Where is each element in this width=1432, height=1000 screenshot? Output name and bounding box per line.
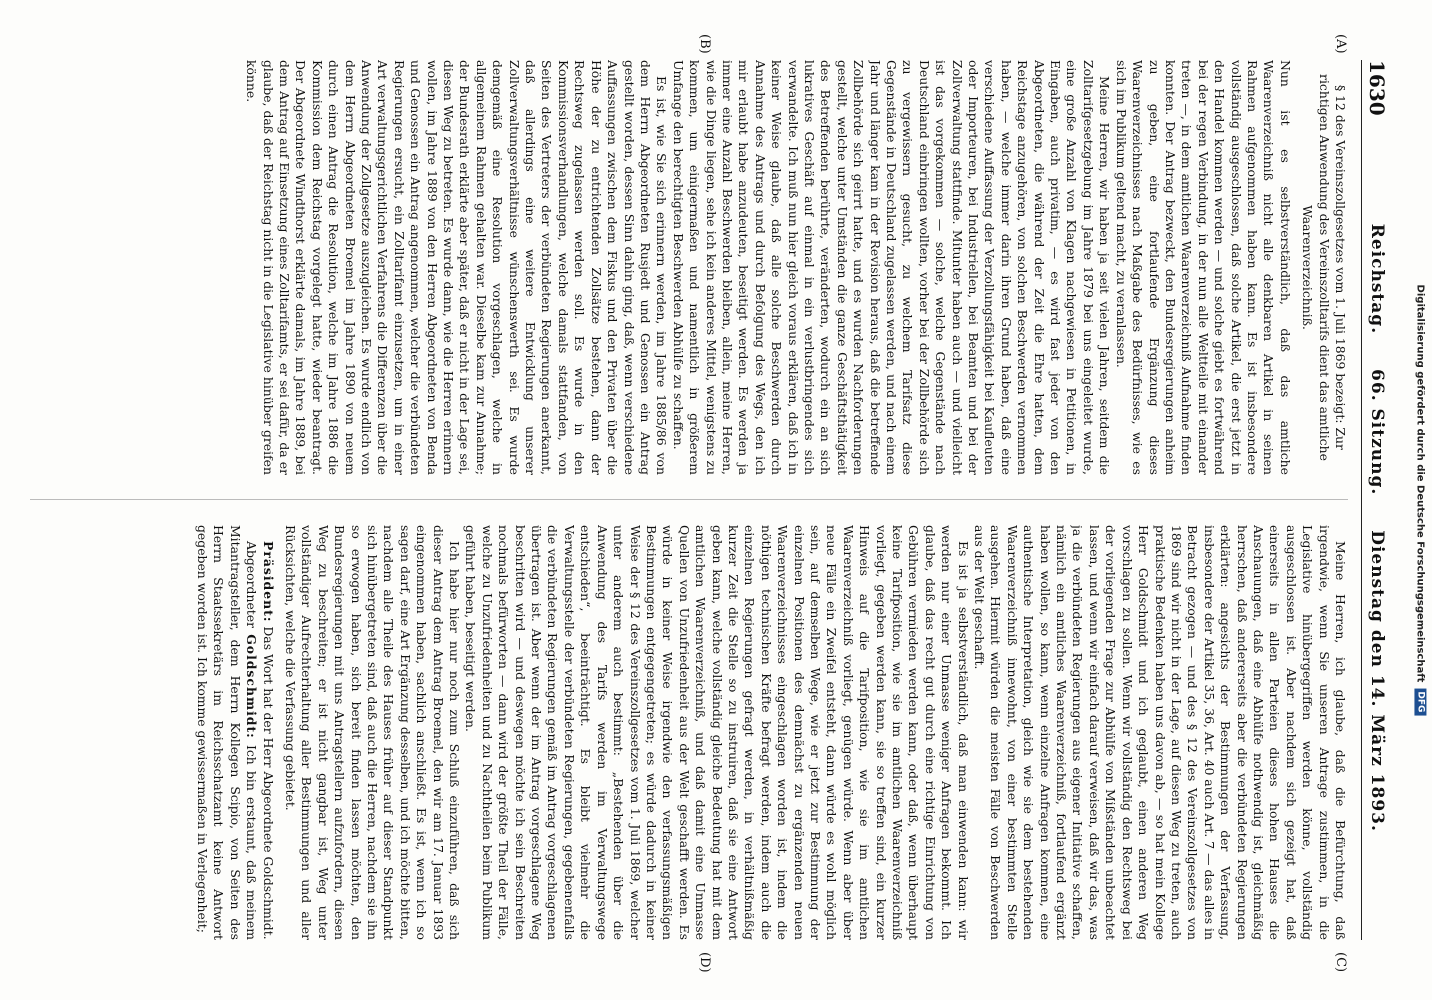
margin-marker-c: (C) [1333, 952, 1348, 973]
goldschmidt-text: Ich bin erstaunt, daß meinem Mitantragsteller, dem Herrn Kollegen Scipio, von Seiten des Herrn Staatssekretärs im Reichsschatzamt keine Antwort gegeben worden ist. Ich komme gewissermaßen in Verlegenheit; [194, 525, 260, 940]
margin-marker-d: (D) [697, 952, 712, 973]
president-speaker: Präsident: [260, 541, 276, 623]
margin-marker-b: (B) [697, 34, 712, 54]
left-column [30, 60, 1348, 475]
header-session: 66. Sitzung. [1367, 369, 1387, 496]
goldschmidt-intro: Abgeordneter [244, 541, 260, 629]
column-divider [30, 499, 1348, 500]
dfg-banner [1409, 0, 1431, 1000]
left-paragraph-3: Es ist, wie Sie sich erinnern werden, im Jahre 1885/86 von dem Herrn Abgeordneten Rusjedt und Genossen ein Antrag gestellt worden, dessen Sinn dahin ging, daß, wenn verschiedene Auffassungen zwischen dem Fiskus und den Privaten über die Höhe der zu entrichtenden Zollsätze bestehen, dann der Rechtsweg zugelassen werden soll. Es wurde in den Kommissionsverhandlungen, welche damals stattfanden, von Seiten des Vertreters der verbündeten Regierungen anerkannt, daß allerdings eine weitere Entwicklung unserer Zollverwaltungsverhältnisse wünschenswerth sei. Es wurde demgemäß eine Resolution vorgeschlagen, welche in allgemeinem Rahmen gehalten war. Dieselbe kam zur Annahme; der Bundesrath erklärte aber später, daß er nicht in der Lage sei, diesen Weg zu betreten. Es wurde dann, wie die Herren erinnern wollen, im Jahre 1889 von den Herren Abgeordneten von Benda und Genossen ein Antrag angenommen, welcher die verbündeten Regierungen ersucht, ein Zolltarifamt einzusetzen, um in einer Art verwaltungsgerichtlichen Verfahrens die Differenzen über die Anwendung der Zollgesetze auszugleichen. Es wurde endlich von dem Herrn Abgeordneten Broemel im Jahre 1890 von neuem durch einen Antrag die Resolution, welche im Jahre 1886 die Kommission dem Reichstag vorgelegt hatte, wieder beantragt. Der Abgeordnete Windthorst erklärte damals, im Jahre 1889, bei dem Antrag auf Einsetzung eines Zolltarifamts, er sei dafür, da er glaube, daß der Reichstag nicht in die Legislative hinüber greifen könne. [244, 60, 670, 475]
left-heading: § 12 des Vereinszollgesetzes vom 1. Juli 1869 bezeigt: Zur richtigen Anwendung des Vereinszolltarifs dient das amtliche Waarenverzeichniß. [1300, 74, 1348, 461]
right-paragraph-1: Meine Herren, ich glaube, daß die Befürchtung, daß irgendwie, wenn Sie unseren Antrage zustimmen, in die Legislative hinübergegriffen werden könne, vollständig ausgeschlossen ist. Aber nachdem sich gezeigt hat, daß einerseits in allen Parteien dieses hohen Hauses die Anschauungen, daß eine Abhülfe nothwendig ist, gleichmäßig herrschen, daß andererseits aber die verbündeten Regierungen erklärten: angesichts der Bestimmungen der Verfassung, insbesondere der Artikel 35, 36, Art. 40 auch Art. 7 — das alles in Betracht gezogen — und des § 12 des Vereinszollgesetzes von 1869 sind wir nicht in der Lage, auf diesen Weg zu treten, auch praktische Bedenken haben uns davon ab, — so hat mein Kollege Herr Goldschmidt und ich geglaubt, einen anderen Weg vorschlagen zu sollen. Wenn wir vollständig den Rechtsweg bei der vorliegenden Frage zur Abhülfe von Mißständen unbeachtet lassen, und wenn wir einfach darauf verweisen, daß wir das, was ja die verbündeten Regierungen aus eigener Initiative schaffen, nämlich ein amtliches Waarenverzeichniß, fortlaufend ergänzt haben wollen, so kann, wenn einzelne Anfragen kommen, eine authentische Interpretation, gleich wie sie dem bestehenden Waarenverzeichniß innewohnt, von einer bestimmten Stelle ausgehen. Hiermit würden die meisten Fälle von Beschwerden aus der Welt geschafft. [972, 525, 1348, 940]
right-paragraph-2: Es ist ja selbstverständlich, daß man einwenden kann: wir werden nur einer Unmasse weniger Anfragen bekommt. Ich glaube, daß das recht gut durch eine richtige Einrichtung von Gebühren vermieden werden kann, oder daß, wenn überhaupt keine Tarifposition, wie sie im amtlichen Waarenverzeichniß vorliegt, gegeben werden kann, sie so treffen sind, ein kurzer Hinweis auf die Tarifposition, wie sie im amtlichen Waarenverzeichniß vorliegt, genügen würde. Wenn aber über neue Fälle ein Zweifel entsteht, dann würde es wohl möglich sein, auf demselben Wege, wie er jetzt zur Bestimmung der einzelnen Positionen des demnächst zu ergänzenden neuen Waarenverzeichnisses eingeschlagen worden ist, indem die nöthigen technischen Kräfte befragt werden, indem auch die einzelnen Regierungen gefragt werden, in verhältnißmäßig kurzer Zeit die Stelle so zu instruiren, daß sie eine Antwort geben kann, welche vollständig gleiche Bedeutung hat mit dem amtlichen Waarenverzeichniß, und daß damit eine Unmasse Quellen von Unzufriedenheit aus der Welt geschafft werden. Es würde in keiner Weise irgendwie den verfassungsmäßigen Bestimmungen entgegengetreten; es würde dadurch in keiner Weise der § 12 des Vereinszollgesetzes vom 1. Juli 1869, welcher unter anderem auch bestimmt: „Bestehenden über die Anwendung des Tarifs werden im Verwaltungswege entschieden“, beeinträchtigt. Es bleibt vielmehr die Verwaltungsstelle der verbündeten Regierungen, gegebenenfalls die verbündeten Regierungen gemäß im Antrag vorgeschlagenen übertragen ist. Aber wenn der im Antrag vorgeschlagene Weg beschritten wird — und deswegen möchte ich sein Beschreiten nochmals befürworten — dann wird der größte Theil der Fälle, welche zu Unzufriedenheiten und zu Nachtheilen beim Publikum geführt haben, beseitigt werden. [463, 525, 971, 940]
president-text: Das Wort hat der Herr Abgeordnete Goldschmidt. [260, 626, 276, 940]
header-date: Dienstag den 14. März 1893. [1367, 530, 1387, 832]
goldschmidt-remark [194, 525, 260, 940]
dfg-logo: DFG [1414, 688, 1426, 715]
margin-marker-a: (A) [1333, 34, 1348, 54]
left-paragraph-2: Meine Herren, wir haben ja seit vielen Jahren, seitdem die Zolltarifgesetzgebung im Jahre 1879 bei uns eingeleitet wurde, eine große Anzahl von Klagen nachgewiesen in Petitionen, in Eingaben, auch privatim, — es wird fast jeder von den Abgeordneten, die während der Zeit die Ehre hatten, dem Reichstage anzugehören, von solchen Beschwerden vernommen haben, — welche immer darin ihren Grund haben, daß eine verschiedene Auffassung der Verzollungsfähigkeit bei Kaufleuten oder Importeuren, bei Industriellen, bei Beamten und bei der Zollverwaltung stattfinde. Mitunter haben auch — und vielleicht ist das vorgekommen — solche, welche Gegenstände nach Deutschland einbringen wollten, vorher bei der Zollbehörde sich zu vergewissern gesucht, zu welchem Tarifsatz diese Gegenstände in Deutschland zugelassen werden, und nach einem Jahr und länger kam in der Revision heraus, daß die betreffende Zollbehörde sich geirrt hatte, und es wurden Nachforderungen gestellt, welche unter Umständen die ganze Geschäftsthätigkeit des Betreffenden berührte, veränderten, wodurch ein an sich lukratives Geschäft auf einmal in ein verlustbringendes sich verwandelte. Ich muß nun hier gleich voraus erklären, daß ich in keiner Weise glaube, daß alle solche Beschwerden durch Annahme des Antrags und durch Befolgung des Wegs, den ich mir erlaubt habe anzudeuten, beseitigt werden. Es werden ja immer eine Anzahl Beschwerden bleiben, allein, meine Herren, wie die Dinge liegen, sehe ich kein anderes Mittel, wenigstens zu kommen, um einigermaßen und namentlich in größerem Umfange den berechtigten Beschwerden Abhülfe zu schaffen. [670, 60, 1113, 475]
banner-text: Digitalisierung gefördert durch die Deutsche Forschungsgemeinschaft [1414, 284, 1426, 683]
header-center [1367, 210, 1387, 846]
left-paragraph-1: Nun ist es selbstverständlich, daß das amtliche Waarenverzeichniß nicht alle denkbaren Artikel in seinen Rahmen aufgenommen haben kann. Es ist insbesondere vollständig ausgeschlossen, daß solche Artikel, die erst jetzt in den Handel kommen werden — und solche giebt es fortwährend bei der regen Verbindung, in der nun alle Weltteile mit einander treten —, in dem amtlichen Waarenverzeichniß Aufnahme finden konnten. Der Antrag bezweckt, den Bundesregierungen anheim zu geben, eine fortlaufende Ergänzung dieses Waarenverzeichnisses nach Maßgabe des Bedürfnisses, wie es sich im Publikum geltend macht, zu veranlassen. [1113, 60, 1293, 475]
page-number: 1630 [1365, 60, 1389, 116]
right-column [30, 525, 1348, 940]
right-paragraph-3: Ich habe hier nur noch zum Schluß einzuführen, daß sich dieser Antrag dem Antrag Broemel, den wir am 17. Januar 1893 eingenommen haben, sachlich anschließt. Es ist, wenn ich so sagen darf, eine Art Ergänzung desselben, und ich möchte bitten, nachdem alle Theile des Hauses früher auf dieser Standpunkt sich hinübergetreten sind, daß auch die Herren, nachdem sie ihn so erwogen haben, sich bereit finden lassen möchten, den Bundesregierungen mit uns Antragstellern aufzufordern, diesen Weg zu beschreiten; er ist nicht gangbar ist, Weg unter vollständiger Aufrechterhaltung aller Bestimmungen und aller Rücksichten, welche die Verfassung gebietet. [283, 525, 463, 940]
header-institution: Reichstag. [1367, 223, 1387, 335]
president-remark [259, 525, 275, 940]
page-header [1361, 60, 1392, 940]
goldschmidt-speaker: Goldschmidt: [244, 634, 260, 739]
